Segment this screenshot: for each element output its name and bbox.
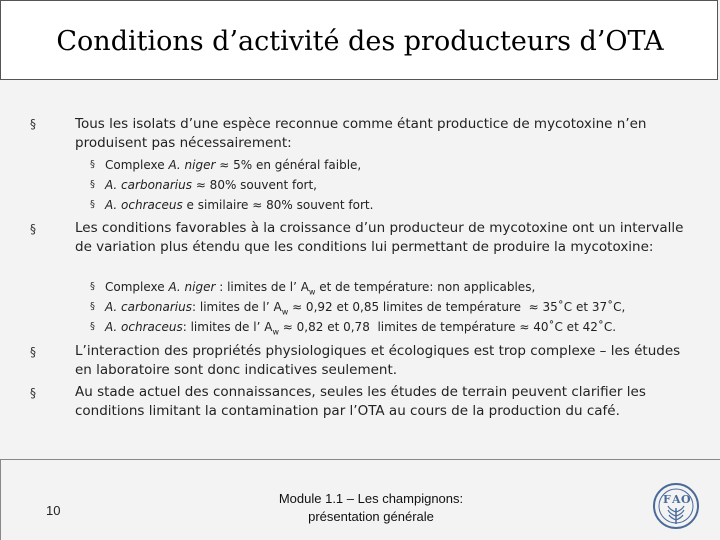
sub-bullet-marker: § xyxy=(90,159,95,170)
logo-letter-a: A xyxy=(672,493,681,506)
bullet-marker: § xyxy=(30,345,36,359)
module-line-2: présentation générale xyxy=(308,509,434,524)
logo-letter-o: O xyxy=(681,493,691,506)
fao-logo-icon xyxy=(651,480,701,536)
content-area xyxy=(0,81,720,459)
sub-bullet-2-3: A. ochraceus: limites de l’ $A_w \approx 0,82$ et 0,78 limites de température ≈ 40˚C et 42˚C. xyxy=(105,320,617,337)
sub-bullet-marker: § xyxy=(90,281,95,292)
footer xyxy=(0,459,720,540)
logo-letter-f: F xyxy=(663,493,671,506)
module-caption xyxy=(231,490,511,526)
bullet-text-1: Tous les isolats d’une espèce reconnue comme étant productice de mycotoxine n’en produisent pas nécessairement: xyxy=(75,116,647,151)
sub-bullet-1-1: Complexe A. niger ≈ 5% en général faible, xyxy=(105,158,362,172)
bullet-marker: § xyxy=(30,386,36,400)
bullet-text-4: Au stade actuel des connaissances, seules les études de terrain peuvent clarifier les conditions limitant la contamination par l’OTA au cours de la production du café. xyxy=(75,384,646,419)
bullet-text-3: L’interaction des propriétés physiologiques et écologiques est trop complexe – les études en laboratoire sont donc indicatives seulement. xyxy=(75,343,681,378)
page-number: 10 xyxy=(46,503,61,518)
sub-bullet-marker: § xyxy=(90,179,95,190)
sub-bullet-marker: § xyxy=(90,301,95,312)
module-line-1: Module 1.1 – Les champignons: xyxy=(278,491,464,506)
sub-bullet-marker: § xyxy=(90,321,95,332)
slide-title: Conditions d’activité des producteurs d’OTA xyxy=(56,26,664,57)
sub-bullet-marker: § xyxy=(90,199,95,210)
sub-bullet-1-3: A. ochraceus e similaire ≈ 80% souvent fort. xyxy=(105,198,374,212)
bullet-marker: § xyxy=(30,222,36,236)
sub-bullet-1-2: A. carbonarius ≈ 80% souvent fort, xyxy=(105,178,317,192)
sub-bullet-2-1: Complexe A. niger : limites de l’ $A_w$ et de température: non applicables, xyxy=(105,280,536,297)
bullet-text-2: Les conditions favorables à la croissance d’un producteur de mycotoxine ont un intervalle de variation plus étendu que les conditions lui permettant de produire la mycotoxine: xyxy=(75,220,684,255)
sub-bullet-2-2: A. carbonarius: limites de l’ $A_w \approx 0,92$ et 0,85 limites de température ≈ 35˚C et 37˚C, xyxy=(105,300,626,317)
bullet-marker: § xyxy=(30,117,36,131)
